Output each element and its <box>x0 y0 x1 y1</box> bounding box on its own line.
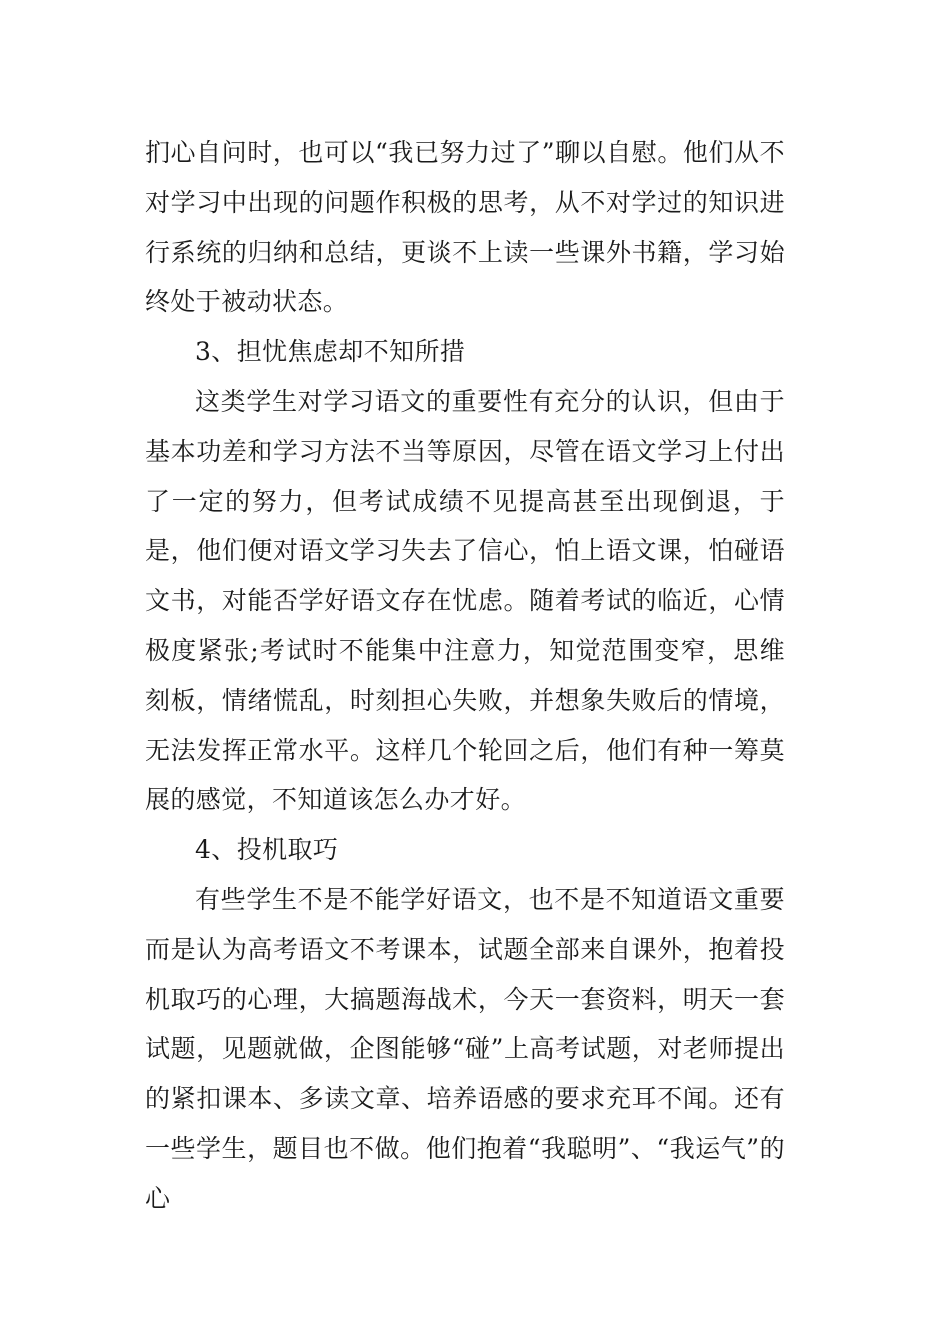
paragraph-speculation: 有些学生不是不能学好语文，也不是不知道语文重要而是认为高考语文不考课本，试题全部来自课外，抱着投机取巧的心理，大搞题海战术，今天一套资料，明天一套试题，见题就做，企图能够“碰”上高考试题，对老师提出的紧扣课本、多读文章、培养语感的要求充耳不闻。还有一些学生，题目也不做。他们抱着“我聪明”、“我运气”的心 <box>145 884 785 1213</box>
section-heading-4: 4、投机取巧 <box>195 835 339 865</box>
section-heading-3: 3、担忧焦虑却不知所措 <box>195 337 466 367</box>
document-body <box>145 128 785 1224</box>
paragraph-anxiety: 这类学生对学习语文的重要性有充分的认识，但由于基本功差和学习方法不当等原因，尽管在语文学习上付出了一定的努力，但考试成绩不见提高甚至出现倒退，于是，他们便对语文学习失去了信心，怕上语文课，怕碰语文书，对能否学好语文存在忧虑。随着考试的临近，心情极度紧张;考试时不能集中注意力，知觉范围变窄，思维刻板，情绪慌乱，时刻担心失败，并想象失败后的情境，无法发挥正常水平。这样几个轮回之后，他们有种一筹莫展的感觉，不知道该怎么办才好。 <box>145 386 785 815</box>
paragraph-continuation: 扪心自问时，也可以“我已努力过了”聊以自慰。他们从不对学习中出现的问题作积极的思考，从不对学过的知识进行系统的归纳和总结，更谈不上读一些课外书籍，学习始终处于被动状态。 <box>145 138 785 317</box>
